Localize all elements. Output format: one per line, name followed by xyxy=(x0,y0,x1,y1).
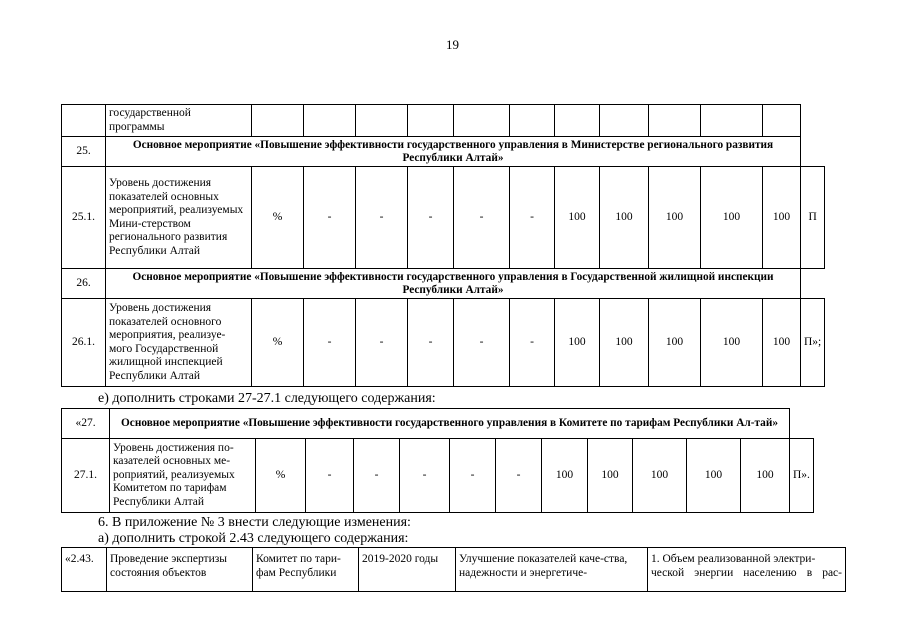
row-number: 25.1. xyxy=(62,167,106,269)
indicator-name: Уровень достижения показателей основного мероприятия, реализуе-мого Государственной жилищной инспекцией Республики Алтай xyxy=(106,299,252,387)
section-title: Основное мероприятие «Повышение эффективности государственного управления в Государственной жилищной инспекции Республики Алтай» xyxy=(106,269,801,299)
value-cell: 100 xyxy=(588,439,633,513)
value-cell: - xyxy=(408,299,454,387)
value-cell: - xyxy=(408,167,454,269)
value-cell: - xyxy=(454,299,510,387)
value-cell: - xyxy=(356,167,408,269)
appendix3-table xyxy=(61,547,846,592)
indicators-table-continued xyxy=(61,104,825,387)
table-row xyxy=(62,439,814,513)
instruction-e: е) дополнить строками 27-27.1 следующего содержания: xyxy=(98,391,436,406)
row-number: «27. xyxy=(62,409,110,439)
value-cell: 100 xyxy=(763,299,801,387)
value-cell: 100 xyxy=(687,439,741,513)
value-cell: П». xyxy=(790,439,814,513)
value-cell: 100 xyxy=(600,299,649,387)
value-cell: - xyxy=(496,439,542,513)
instruction-a: а) дополнить строкой 2.43 следующего содержания: xyxy=(98,531,409,546)
value-cell: 100 xyxy=(542,439,588,513)
section-title: Основное мероприятие «Повышение эффективности государственного управления в Комитете по тарифам Республики Ал-тай» xyxy=(110,409,790,439)
table-row xyxy=(62,299,825,387)
value-cell: 100 xyxy=(701,299,763,387)
value-cell: - xyxy=(450,439,496,513)
unit-cell: % xyxy=(252,167,304,269)
unit-cell: % xyxy=(252,299,304,387)
row-number: 26.1. xyxy=(62,299,106,387)
indicator-name: Уровень достижения показателей основных мероприятий, реализуемых Мини-стерством регионального развития Республики Алтай xyxy=(106,167,252,269)
table-row xyxy=(62,105,825,137)
value-cell: 100 xyxy=(633,439,687,513)
period-cell: 2019-2020 годы xyxy=(359,548,456,592)
value-cell: - xyxy=(304,299,356,387)
value-cell: 100 xyxy=(763,167,801,269)
row-number: 27.1. xyxy=(62,439,110,513)
indicator-name: Уровень достижения по-казателей основных ме-роприятий, реализуемых Комитетом по тарифам Республики Алтай xyxy=(110,439,256,513)
section-row xyxy=(62,137,825,167)
value-cell: - xyxy=(306,439,354,513)
table-row xyxy=(62,548,846,592)
value-cell: 100 xyxy=(741,439,790,513)
indicator-cell: 1. Объем реализованной электри-ческой энергии населению в рас- xyxy=(648,548,846,592)
unit-cell: % xyxy=(256,439,306,513)
instruction-6: 6. В приложение № 3 внести следующие изменения: xyxy=(98,515,411,530)
table-row xyxy=(62,167,825,269)
section-row xyxy=(62,409,814,439)
executor-cell: Комитет по тари-фам Республики xyxy=(253,548,359,592)
value-cell: П xyxy=(801,167,825,269)
value-cell: 100 xyxy=(555,299,600,387)
value-cell: - xyxy=(356,299,408,387)
row-number: 26. xyxy=(62,269,106,299)
indicators-table-new-rows xyxy=(61,408,814,513)
section-title: Основное мероприятие «Повышение эффективности государственного управления в Министерстве регионального развития Республики Алтай» xyxy=(106,137,801,167)
value-cell: 100 xyxy=(649,299,701,387)
activity-cell: Проведение экспертизы состояния объектов xyxy=(107,548,253,592)
value-cell: - xyxy=(400,439,450,513)
value-cell: - xyxy=(510,299,555,387)
value-cell: 100 xyxy=(649,167,701,269)
value-cell: - xyxy=(304,167,356,269)
page-number: 19 xyxy=(446,37,459,52)
row-number: 25. xyxy=(62,137,106,167)
row-number: «2.43. xyxy=(62,548,107,592)
value-cell: 100 xyxy=(600,167,649,269)
value-cell: - xyxy=(354,439,400,513)
row-label: государственной программы xyxy=(106,105,252,137)
value-cell: - xyxy=(510,167,555,269)
section-row xyxy=(62,269,825,299)
result-cell: Улучшение показателей каче-ства, надежности и энергетиче- xyxy=(456,548,648,592)
value-cell: П»; xyxy=(801,299,825,387)
value-cell: 100 xyxy=(555,167,600,269)
value-cell: - xyxy=(454,167,510,269)
value-cell: 100 xyxy=(701,167,763,269)
